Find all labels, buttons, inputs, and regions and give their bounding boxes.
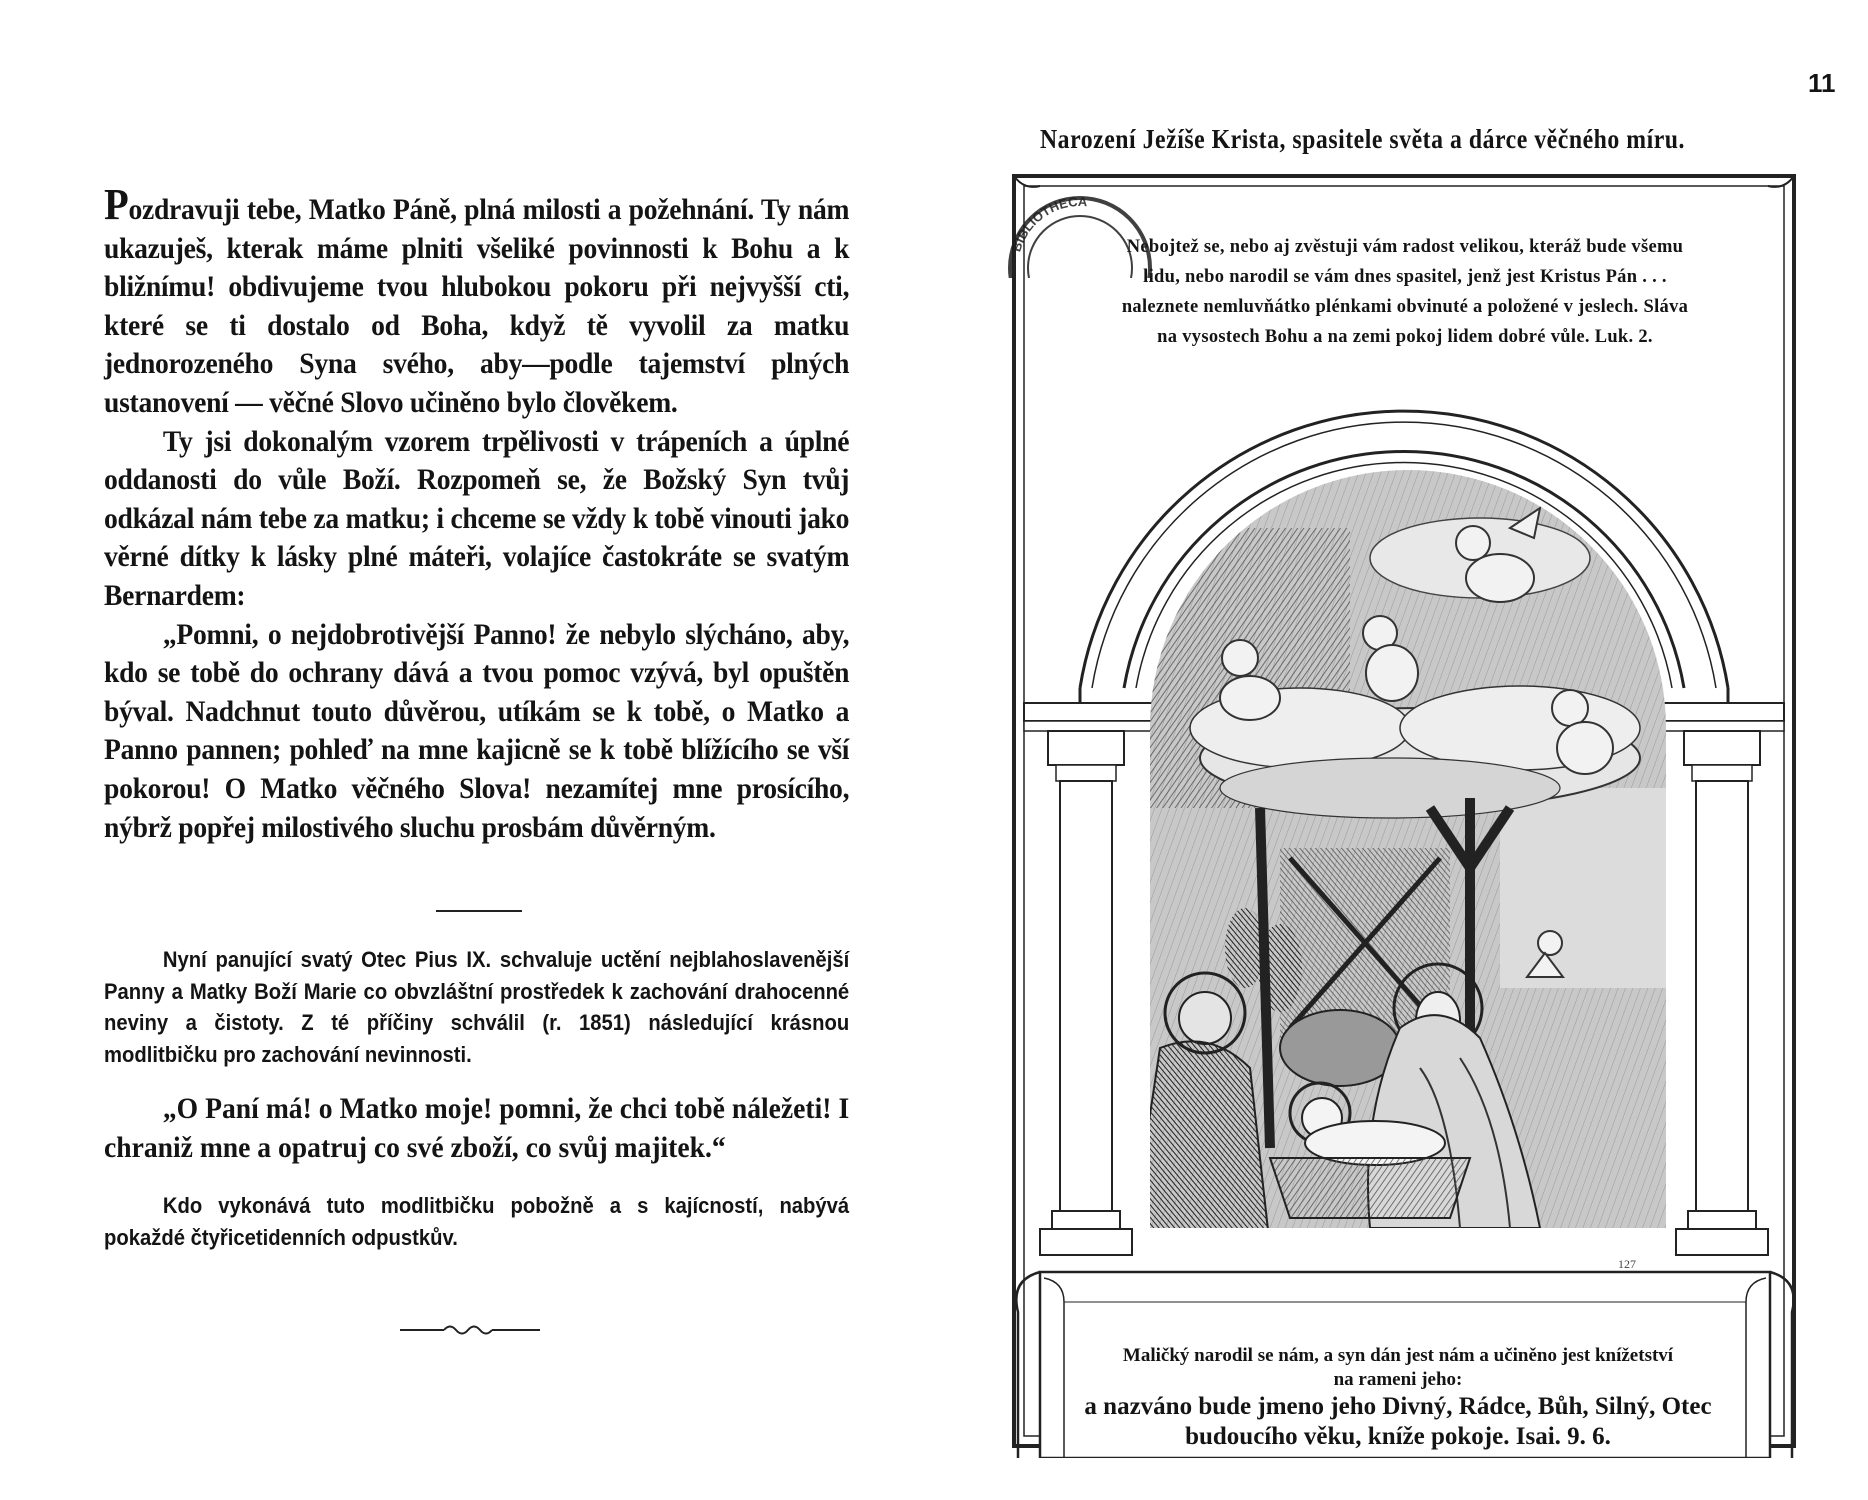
library-stamp [1000, 168, 1160, 278]
gospel-caption-line: na vysostech Bohu a na zemi pokoj lidem dobré vůle. Luk. 2. [1157, 327, 1653, 347]
papal-note-text: Nyní panující svatý Otec Pius IX. schvaluje uctění nejblahoslavenější Panny a Matky Boží Marie co obvzláštní prostředek k zachování drahocenné neviny a čistoty. Z té příčiny schválil (r. 1851) následující krásnou modlitbičku pro zachování nevinnosti. [104, 947, 850, 1067]
gospel-caption [1070, 232, 1740, 352]
papal-note [104, 944, 849, 1070]
engraver-mark: 127 [1618, 1257, 1636, 1271]
prayer-paragraph-1-text: ozdravuji tebe, Matko Páně, plná milosti a požehnání. Ty nám ukazuješ, kterak máme plniti všeliké povinnosti k Bohu a k bližnímu! obdivujeme tvou hlubokou pokoru při nejvyšší cti, které se ti dostalo od Boha, když tě vyvolil za matku jednorozeného Syna svého, aby—podle tajemství plných ustanovení — věčné Slovo učiněno bylo člověkem. [104, 193, 850, 419]
drop-initial: P [104, 180, 129, 229]
isaiah-caption [1078, 1344, 1718, 1452]
indulgence-note [104, 1190, 849, 1253]
plate-title: Narození Ježíše Krista, spasitele světa a dárce věčného míru. [1040, 124, 1686, 154]
isaiah-caption-line: Maličký narodil se nám, a syn dán jest nám a učiněno jest knížetství [1122, 1345, 1674, 1366]
indulgence-note-text: Kdo vykonává tuto modlitbičku pobožně a s kajícností, nabývá pokaždé čtyřicetidenních odpustkův. [104, 1193, 850, 1250]
end-ornament-icon [400, 1320, 540, 1340]
svg-text:BIBLIOTHECA [1008, 194, 1088, 254]
invocation-text: „O Paní má! o Matko moje! pomni, že chci tobě náležeti! I chraniž mne a opatruj co své zboží, co svůj majitek.“ [104, 1092, 850, 1164]
prayer-paragraph-1 [104, 180, 850, 423]
prayer-paragraph-2: Ty jsi dokonalým vzorem trpělivosti v trápeních a úplné oddanosti do vůle Boží. Rozpomeň se, že Božský Syn tvůj odkázal nám tebe za matku; i chceme se vždy k tobě vinouti jako věrné dítky k lásky plné máteři, volajíce častokráte se svatým Bernardem: [104, 424, 850, 612]
invocation [104, 1090, 849, 1167]
isaiah-caption-line: budoucího věku, kníže pokoje. Isai. 9. 6. [1185, 1423, 1611, 1450]
left-column [1040, 731, 1132, 1255]
gospel-caption-line: lidu, nebo narodil se vám dnes spasitel, jenž jest Kristus Pán . . . [1143, 267, 1667, 287]
page-number: 11 [1808, 68, 1836, 98]
isaiah-caption-line: na rameni jeho: [1333, 1369, 1463, 1390]
nativity-engraving [1000, 168, 1808, 1458]
gospel-caption-line: Nebojtež se, nebo aj zvěstuji vám radost velikou, kteráž bude všemu [1126, 237, 1684, 257]
right-column [1676, 731, 1768, 1255]
prayer-text [104, 180, 850, 847]
section-divider [436, 910, 522, 912]
stamp-text: BIBLIOTHECA [1008, 193, 1088, 254]
isaiah-caption-line: a nazváno bude jmeno jeho Divný, Rádce, Bůh, Silný, Otec [1084, 1393, 1712, 1420]
gospel-caption-line: naleznete nemluvňátko plénkami obvinuté a položené v jeslech. Sláva [1121, 297, 1689, 317]
nativity-plate [1000, 168, 1808, 1458]
nativity-scene [1130, 468, 1666, 1248]
prayer-paragraph-3: „Pomni, o nejdobrotivější Panno! že nebylo slýcháno, aby, kdo se tobě do ochrany dává a tvou pomoc vzývá, byl opuštěn býval. Nadchnut touto důvěrou, utíkám se k tobě, o Matko a Panno pannen; pohleď na mne kajicně se k tobě blížícího se vší pokorou! O Matko věčného Slova! nezamítej mne prosícího, nýbrž popřej milostivého sluchu prosbám důvěrným. [104, 617, 850, 844]
